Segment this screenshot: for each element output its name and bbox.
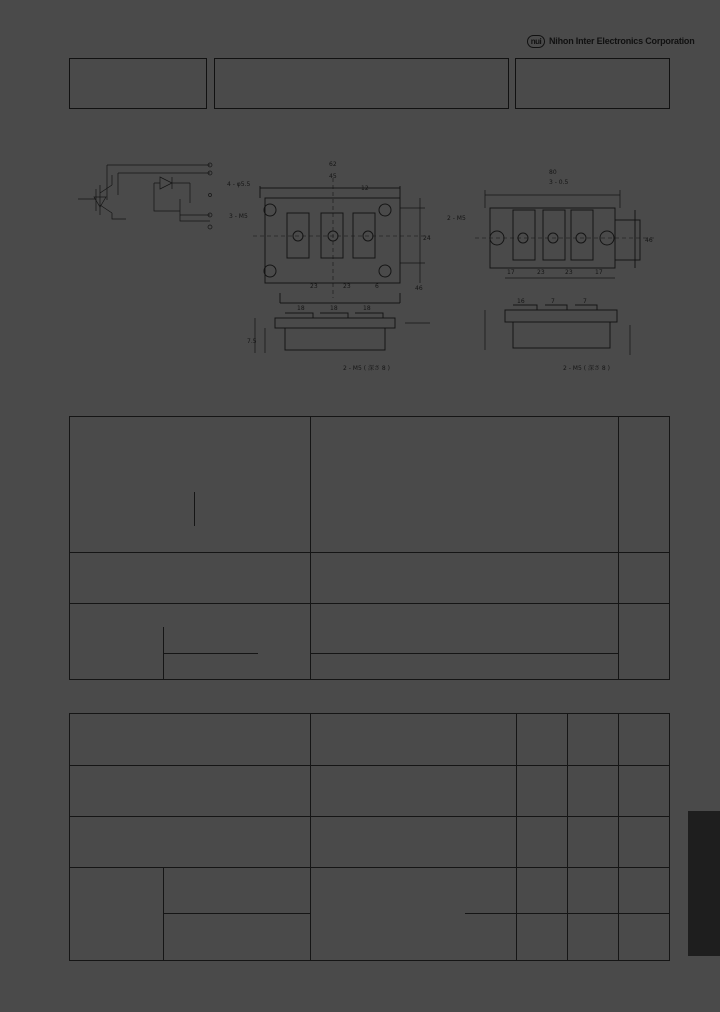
drawing-caption-left: 2 - M5 ( 深さ 8 ) bbox=[343, 365, 390, 372]
device-title-box bbox=[214, 58, 509, 109]
outline-drawing-right bbox=[445, 160, 670, 385]
dim-t2-right: 7 bbox=[551, 298, 555, 305]
nie-logo-icon: nui bbox=[527, 35, 545, 48]
dim-d4-right: 17 bbox=[595, 269, 603, 276]
table-row-divider bbox=[163, 913, 310, 914]
company-logo bbox=[527, 34, 695, 48]
dim-d1-left: 23 bbox=[310, 283, 318, 290]
dim-mount-hole-left: 4 - φ5.5 bbox=[227, 181, 251, 188]
table-row-divider bbox=[163, 653, 258, 654]
dim-inner-left: 45 bbox=[329, 173, 337, 180]
table-divider bbox=[310, 417, 311, 679]
dim-d5-left: 18 bbox=[330, 305, 338, 312]
dim-d3-left: 6 bbox=[375, 283, 379, 290]
dim-inner-right: 3 - 0.5 bbox=[549, 179, 569, 186]
table-divider bbox=[567, 714, 568, 960]
table-divider bbox=[618, 417, 619, 679]
dim-h1-right: 46 bbox=[645, 237, 653, 244]
table-row-divider bbox=[465, 913, 669, 914]
ratings-table bbox=[69, 416, 670, 680]
table-divider bbox=[516, 714, 517, 960]
table-row-divider bbox=[70, 867, 669, 868]
dim-overall-right: 80 bbox=[549, 169, 557, 176]
dim-h2-left: 46 bbox=[415, 285, 423, 292]
dim-t3-right: 7 bbox=[583, 298, 587, 305]
series-box bbox=[515, 58, 670, 109]
table-divider bbox=[618, 714, 619, 960]
table-row-divider bbox=[70, 603, 669, 604]
table-row-divider bbox=[310, 653, 618, 654]
dim-d2-right: 23 bbox=[537, 269, 545, 276]
table-row-divider bbox=[70, 765, 669, 766]
drawing-caption-right: 2 - M5 ( 深さ 8 ) bbox=[563, 365, 610, 372]
dim-d6-left: 18 bbox=[363, 305, 371, 312]
dim-screw-right: 2 - M5 bbox=[447, 215, 466, 222]
dim-d1-right: 17 bbox=[507, 269, 515, 276]
table-divider bbox=[310, 714, 311, 960]
table-row-divider bbox=[70, 816, 669, 817]
table-bracket bbox=[194, 492, 195, 526]
outline-drawing-left bbox=[225, 158, 440, 383]
circuit-schematic bbox=[70, 155, 220, 240]
dim-h1-left: 7.5 bbox=[247, 338, 257, 345]
dim-overall-left: 62 bbox=[329, 161, 337, 168]
section-side-tab bbox=[688, 811, 720, 956]
part-number-box bbox=[69, 58, 207, 109]
characteristics-table bbox=[69, 713, 670, 961]
dim-height-left: 24 bbox=[423, 235, 431, 242]
dim-d3-right: 23 bbox=[565, 269, 573, 276]
dim-screw-left: 3 - M5 bbox=[229, 213, 248, 220]
dim-pitch-left: 12 bbox=[361, 185, 369, 192]
dim-d2-left: 23 bbox=[343, 283, 351, 290]
dim-t1-right: 16 bbox=[517, 298, 525, 305]
table-row-divider bbox=[70, 552, 669, 553]
dim-d4-left: 18 bbox=[297, 305, 305, 312]
company-name: Nihon Inter Electronics Corporation bbox=[549, 36, 695, 46]
